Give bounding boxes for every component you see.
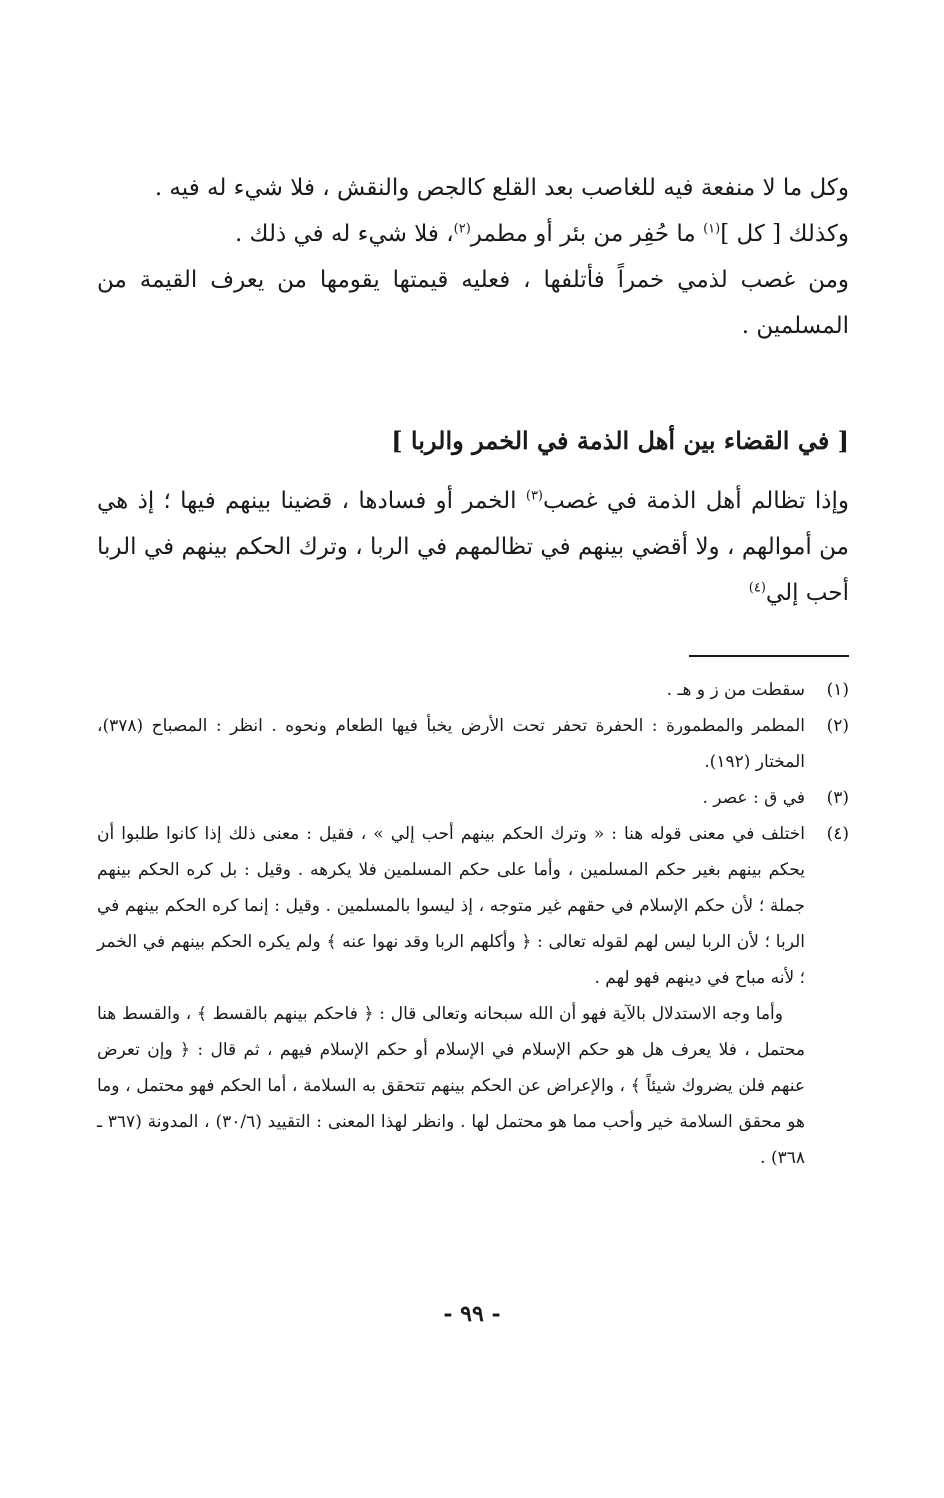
footnote-text: سقطت من ز و هـ . [666, 680, 805, 700]
footnote-4 [97, 816, 849, 996]
footnote-text: اختلف في معنى قوله هنا : « وترك الحكم بينهم أحب إلي » ، فقيل : معنى ذلك إذا كانوا طلبوا أن يحكم بينهم بغير حكم المسلمين ، وأما على حكم المسلمين فلا يكرهه . وقيل : بل كره الحكم بينهم جملة ؛ لأن حكم الإسلام في حقهم غير متوجه ، إذ ليسوا بالمسلمين . وقيل : إنما كره الحكم بينهم في الربا ؛ لأن الربا ليس لهم لقوله تعالى : ﴿ وأكلهم الربا وقد نهوا عنه ﴾ ولم يكره الحكم بينهم في الخمر ؛ لأنه مباح في دينهم فهو لهم . [97, 824, 806, 988]
section-paragraph-part-a: وإذا تظالم أهل الذمة في غصب [543, 488, 850, 514]
paragraph-2-part-b: ما حُفِر من بئر أو مطمر [470, 221, 704, 247]
footnote-number: (٣) [826, 788, 849, 808]
main-text-block [97, 165, 849, 349]
page-number: - ٩٩ - [443, 1301, 501, 1327]
section-paragraph-part-b: الخمر أو فسادها ، قضينا بينهم فيها ؛ إذ هي من أموالهم ، ولا أقضي بينهم في تظالمهم في الربا ، وترك الحكم بينهم في الربا أحب إلي [97, 488, 849, 606]
footnote-1 [97, 672, 849, 708]
footnote-number: (٢) [826, 716, 849, 736]
footnote-number: (١) [826, 680, 849, 700]
footnote-3 [97, 780, 849, 816]
footnote-ref-2: (٢) [453, 221, 471, 237]
section-paragraph-1 [97, 478, 849, 616]
paragraph-2-part-a: وكذلك [ كل ] [720, 221, 849, 247]
footnote-ref-1: (١) [703, 221, 721, 237]
footnotes-block [97, 672, 849, 1176]
footnote-2 [97, 708, 849, 780]
footnote-number: (٤) [826, 824, 849, 844]
section-heading: [ في القضاء بين أهل الذمة في الخمر والربا ] [391, 426, 849, 455]
paragraph-3: ومن غصب لذمي خمراً فأتلفها ، فعليه قيمتها يقومها من يعرف القيمة من المسلمين . [97, 267, 849, 339]
footnote-ref-4: (٤) [748, 580, 766, 596]
footnote-4-continuation: وأما وجه الاستدلال بالآية فهو أن الله سبحانه وتعالى قال : ﴿ فاحكم بينهم بالقسط ﴾ ، والقسط هنا محتمل ، فلا يعرف هل هو حكم الإسلام في الإسلام أو حكم الإسلام فيهم ، ثم قال : ﴿ وإن تعرض عنهم فلن يضروك شيئاً ﴾ ، والإعراض عن الحكم بينهم تتحقق به السلامة ، أما الحكم فهو محتمل ، وما هو محقق السلامة خير وأحب مما هو محتمل لها . وانظر لهذا المعنى : التقييد (٣٠/٦) ، المدونة (٣٦٧ ـ ٣٦٨) . [97, 1004, 805, 1168]
footnote-text: في ق : عصر . [702, 788, 805, 808]
section-text-block [97, 478, 849, 616]
paragraph-2-part-c: ، فلا شيء له في ذلك . [234, 221, 454, 247]
paragraph-2 [97, 211, 849, 257]
paragraph-1: وكل ما لا منفعة فيه للغاصب بعد القلع كالجص والنقش ، فلا شيء له فيه . [154, 175, 849, 201]
footnote-text: المطمر والمطمورة : الحفرة تحفر تحت الأرض يخبأ فيها الطعام ونحوه . انظر : المصباح (٣٧٨)، المختار (١٩٢). [97, 716, 805, 772]
footnote-divider [689, 655, 849, 657]
footnote-ref-3: (٣) [525, 488, 543, 504]
